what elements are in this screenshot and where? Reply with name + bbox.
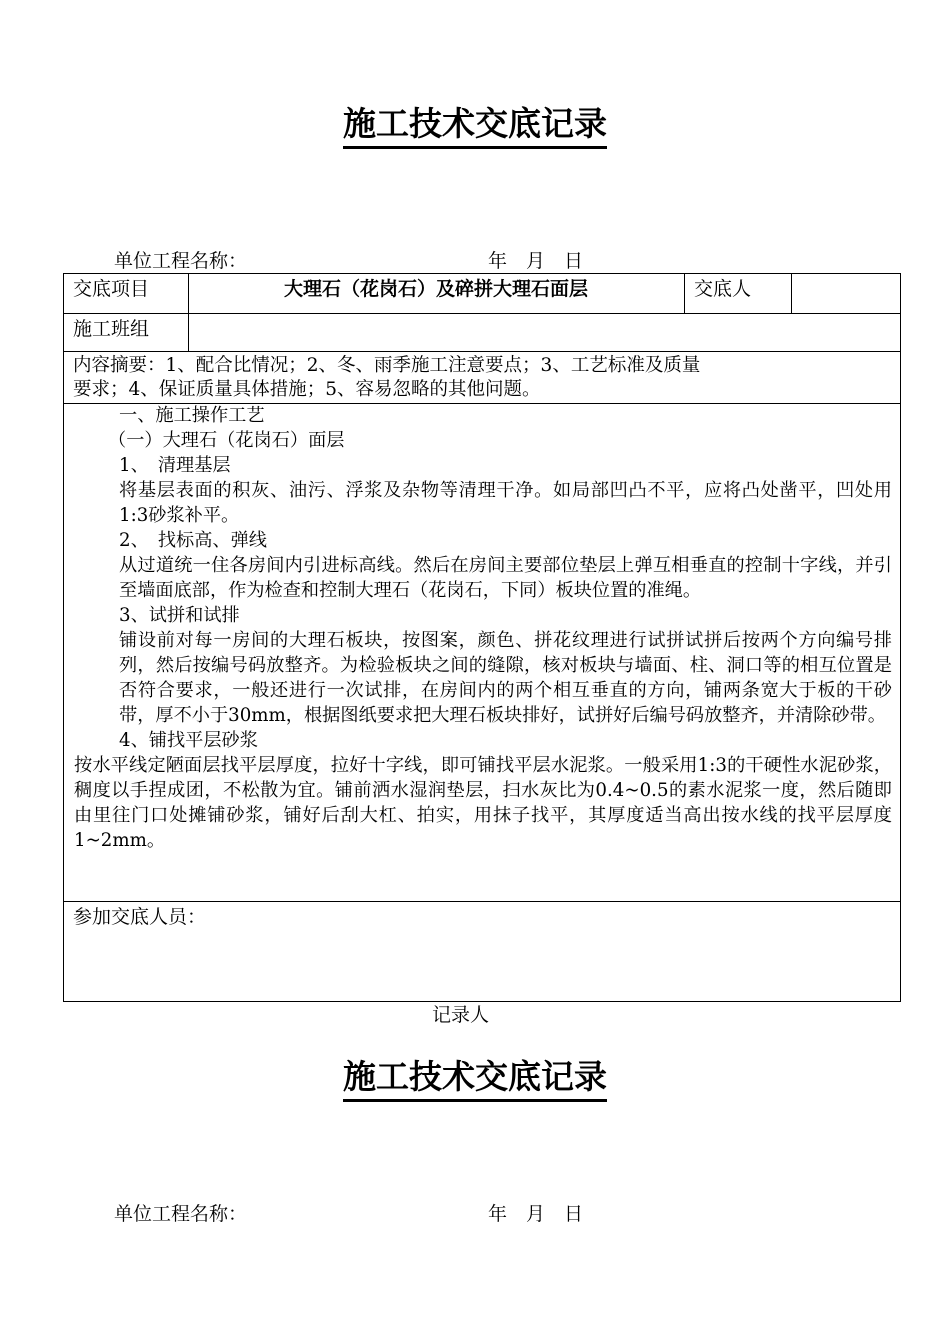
item-title: 3、试拼和试排 — [119, 605, 240, 626]
presenter-label: 交底人 — [694, 278, 752, 300]
section-heading: 一、施工操作工艺 — [119, 405, 265, 426]
team-value[interactable] — [189, 313, 900, 351]
column-divider — [684, 274, 685, 313]
item-title: 4、铺找平层砂浆 — [119, 730, 258, 751]
page-title-2 — [0, 1057, 950, 1102]
subsection-heading: （一）大理石（花岗石）面层 — [108, 430, 345, 451]
row-divider — [64, 901, 900, 902]
participants-area[interactable] — [64, 930, 900, 1000]
page-title — [0, 104, 950, 149]
item-title: 2、 找标高、弹线 — [119, 530, 267, 551]
item-text: 从过道统一住各房间内引进标高线。然后在房间主要部位垫层上弹互相垂直的控制十字线，并引至墙面底部，作为检查和控制大理石（花岗石，下同）板块位置的准绳。 — [119, 555, 892, 601]
presenter-value[interactable] — [792, 274, 900, 313]
item-title: 1、 清理基层 — [119, 455, 231, 476]
page-title-text: 施工技术交底记录 — [343, 1057, 607, 1102]
page-title-text: 施工技术交底记录 — [343, 104, 607, 149]
row-divider — [64, 351, 900, 352]
date-label: 年 月 日 — [488, 250, 584, 272]
item-text: 将基层表面的积灰、油污、浮浆及杂物等清理干净。如局部凹凸不平，应将凸处凿平，凹处用1:3砂浆补平。 — [119, 480, 892, 526]
unit-name-label: 单位工程名称： — [114, 1203, 248, 1225]
disclosure-table — [63, 273, 901, 1002]
content-body — [64, 403, 900, 853]
recorder-label: 记录人 — [432, 1004, 490, 1026]
summary-line-1: 内容摘要：1、配合比情况；2、冬、雨季施工注意要点；3、工艺标准及质量 — [73, 355, 701, 376]
item-text: 按水平线定陋面层找平层厚度，拉好十字线，即可铺找平层水泥浆。一般采用1:3的干硬性水泥砂浆，稠度以手捏成团，不松散为宜。铺前洒水湿润垫层，扫水灰比为0.4~0.5的素水泥浆一度，然后随即由里往门口处摊铺砂浆，铺好后刮大杠、拍实，用抹子找平，其厚度适当高出按水线的找平层厚度1~2mm。 — [74, 755, 892, 851]
project-label: 交底项目 — [73, 278, 150, 300]
unit-name-label: 单位工程名称： — [114, 250, 248, 272]
item-text: 铺设前对每一房间的大理石板块，按图案，颜色、拼花纹理进行试拼试拼后按两个方向编号排列，然后按编号码放整齐。为检验板块之间的缝隙，核对板块与墙面、柱、洞口等的相互位置是否符合要求，一般还进行一次试排，在房间内的两个相互垂直的方向，铺两条宽大于板的干砂带，厚不小于30mm，根据图纸要求把大理石板块排好，试拼好后编号码放整齐，并清除砂带。 — [119, 630, 892, 726]
summary-line-2: 要求；4、保证质量具体措施；5、容易忽略的其他问题。 — [73, 379, 541, 400]
participants-label: 参加交底人员： — [73, 906, 207, 928]
team-label: 施工班组 — [73, 318, 150, 340]
date-label: 年 月 日 — [488, 1203, 584, 1225]
project-value: 大理石（花岗石）及碎拼大理石面层 — [283, 278, 588, 300]
